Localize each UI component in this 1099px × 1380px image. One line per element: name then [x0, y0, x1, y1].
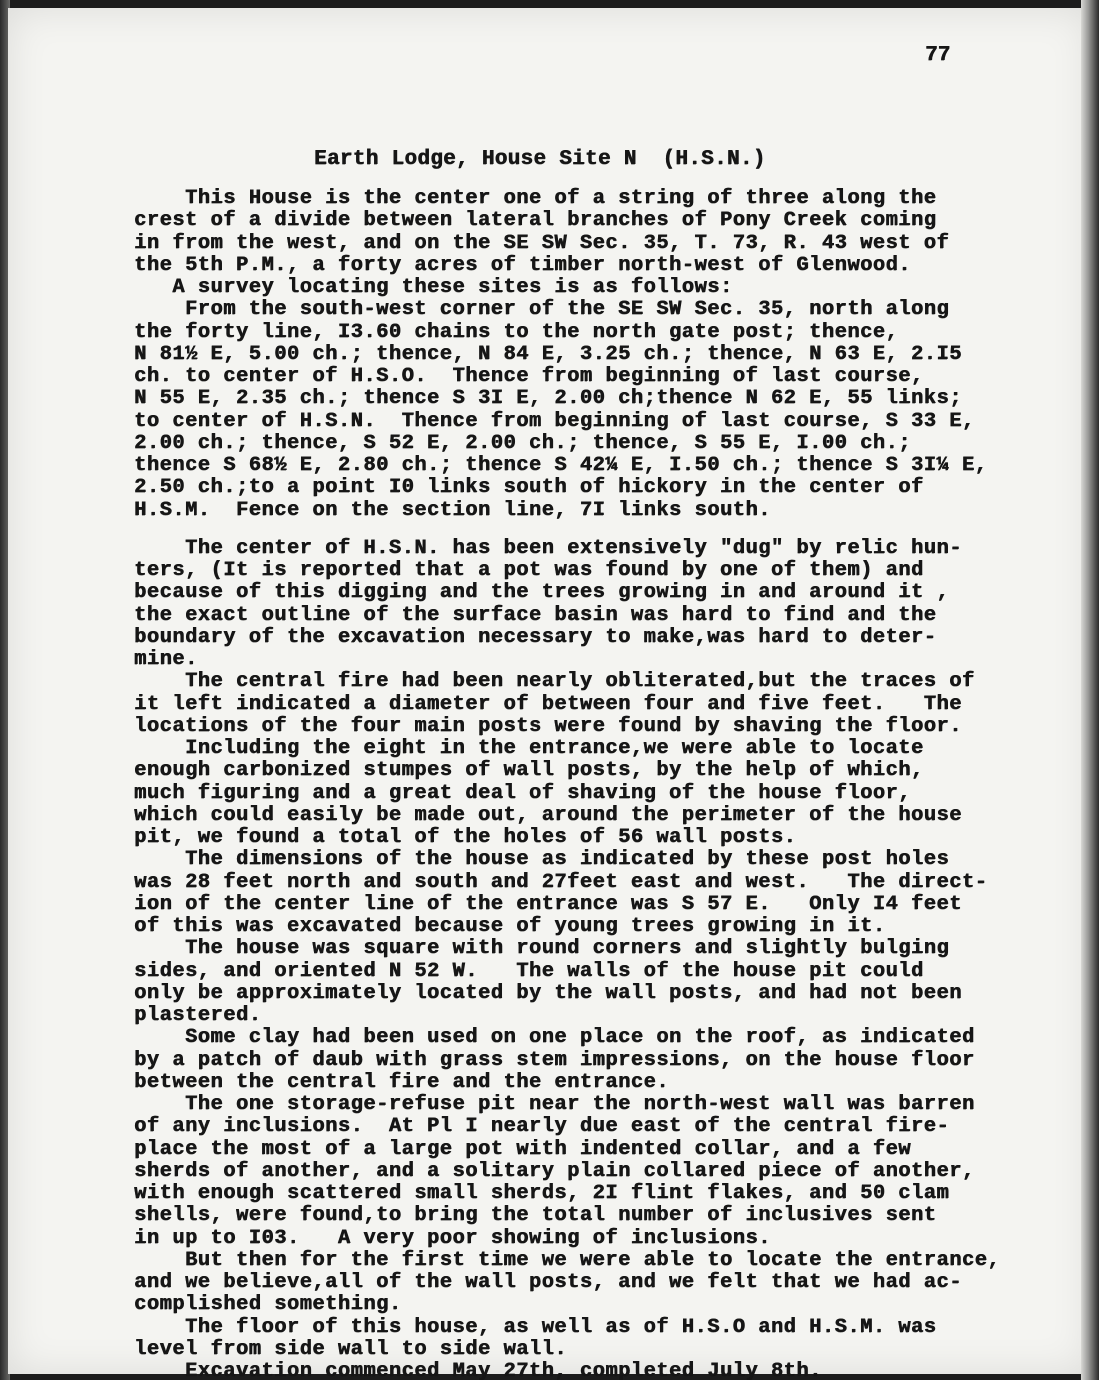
text-line: The dimensions of the house as indicated by these post holes [134, 848, 950, 872]
text-line: between the central fire and the entrance. [134, 1070, 669, 1094]
text-line: The one storage-refuse pit near the north-west wall was barren [134, 1093, 975, 1116]
text-line: to center of H.S.N. Thence from beginning of last course, S 33 E, [134, 409, 975, 433]
text-line: in up to I03. A very poor showing of inclusions. [134, 1226, 771, 1250]
paragraph [134, 538, 1000, 1380]
text-line: of any inclusions. At Pl I nearly due east of the central fire- [134, 1115, 950, 1139]
text-line: it left indicated a diameter of between four and five feet. The [134, 692, 962, 716]
text-line: in from the west, and on the SE SW Sec. 35, T. 73, R. 43 west of [134, 231, 950, 255]
text-line: level from side wall to side wall. [134, 1337, 568, 1361]
paragraph-gap [134, 522, 1000, 538]
text-line: shells, were found,to bring the total number of inclusives sent [134, 1204, 937, 1228]
text-line: sherds of another, and a solitary plain collared piece of another, [134, 1159, 975, 1183]
text-line: N 55 E, 2.35 ch.; thence S 3I E, 2.00 ch;thence N 62 E, 55 links; [134, 387, 962, 411]
text-line: sides, and oriented N 52 W. The walls of the house pit could [134, 959, 924, 983]
text-line: The house was square with round corners and slightly bulging [134, 937, 950, 961]
page-title: Earth Lodge, House Site N (H.S.N.) [314, 148, 766, 171]
text-line: enough carbonized stumpes of wall posts, by the help of which, [134, 759, 924, 783]
text-line: locations of the four main posts were found by shaving the floor. [134, 714, 962, 738]
text-line: But then for the first time we were able to locate the entrance, [134, 1248, 1001, 1272]
text-line: Excavation commenced May 27th, completed July 8th. [134, 1360, 822, 1380]
text-line: 2.00 ch.; thence, S 52 E, 2.00 ch.; thence, S 55 E, I.00 ch.; [134, 431, 911, 455]
text-line: plastered. [134, 1004, 262, 1027]
text-line: much figuring and a great deal of shaving of the house floor, [134, 781, 911, 805]
body-text [134, 188, 1000, 1380]
text-line: Including the eight in the entrance,we were able to locate [134, 737, 924, 760]
text-line: the forty line, I3.60 chains to the north gate post; thence, [134, 320, 899, 344]
text-line: The center of H.S.N. has been extensively "dug" by relic hun- [134, 536, 962, 560]
text-line: place the most of a large pot with indented collar, and a few [134, 1137, 911, 1161]
text-line: mine. [134, 648, 198, 671]
paragraph [134, 188, 1000, 522]
text-line: ch. to center of H.S.O. Thence from beginning of last course, [134, 365, 924, 388]
text-line: thence S 68½ E, 2.80 ch.; thence S 42¼ E, I.50 ch.; thence S 3I¼ E, [134, 454, 988, 477]
page-number: 77 [925, 44, 951, 67]
text-line: which could easily be made out, around the perimeter of the house [134, 803, 962, 827]
text-line: complished something. [134, 1293, 402, 1317]
text-line: was 28 feet north and south and 27feet east and west. The direct- [134, 870, 988, 894]
text-line: only be approximately located by the wall posts, and had not been [134, 981, 962, 1005]
text-line: 2.50 ch.;to a point I0 links south of hickory in the center of [134, 476, 924, 500]
text-line: by a patch of daub with grass stem impressions, on the house floor [134, 1048, 975, 1072]
text-line: This House is the center one of a string of three along the [134, 187, 937, 210]
text-line: crest of a divide between lateral branches of Pony Creek coming [134, 209, 937, 233]
text-line: The floor of this house, as well as of H.S.O and H.S.M. was [134, 1315, 937, 1339]
text-line: Some clay had been used on one place on the roof, as indicated [134, 1026, 975, 1050]
text-line: From the south-west corner of the SE SW Sec. 35, north along [134, 298, 950, 322]
text-line: The central fire had been nearly obliterated,but the traces of [134, 670, 975, 694]
text-line: boundary of the excavation necessary to make,was hard to deter- [134, 625, 937, 649]
text-line: ters, (It is reported that a pot was found by one of them) and [134, 559, 924, 582]
scan-right-edge [1081, 0, 1099, 1380]
text-line: and we believe,all of the wall posts, and we felt that we had ac- [134, 1271, 962, 1294]
text-line: H.S.M. Fence on the section line, 7I links south. [134, 498, 771, 522]
text-line: of this was excavated because of young trees growing in it. [134, 915, 886, 938]
text-line: with enough scattered small sherds, 2I flint flakes, and 50 clam [134, 1182, 950, 1205]
text-line: N 81½ E, 5.00 ch.; thence, N 84 E, 3.25 ch.; thence, N 63 E, 2.I5 [134, 342, 962, 366]
text-line: the exact outline of the surface basin was hard to find and the [134, 603, 937, 627]
text-line: the 5th P.M., a forty acres of timber north-west of Glenwood. [134, 253, 911, 277]
text-line: because of this digging and the trees growing in and around it , [134, 581, 950, 605]
text-line: pit, we found a total of the holes of 56 wall posts. [134, 826, 797, 849]
text-line: ion of the center line of the entrance was S 57 E. Only I4 feet [134, 892, 962, 916]
text-line: A survey locating these sites is as follows: [134, 276, 733, 299]
